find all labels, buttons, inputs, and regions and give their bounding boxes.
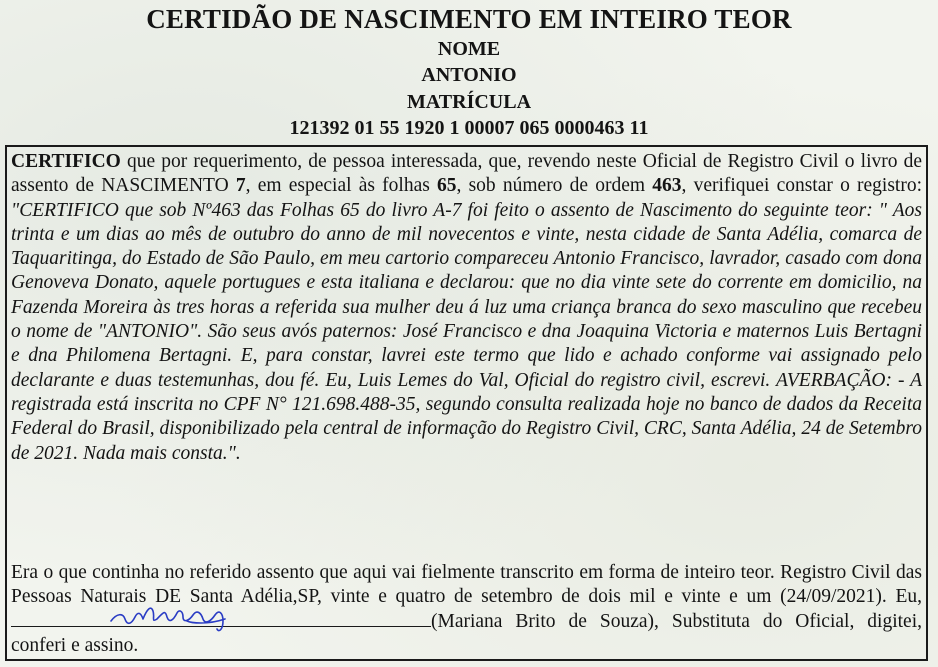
name-label: NOME [437, 38, 501, 60]
certificate-body-paragraph [11, 150, 922, 466]
name-value: ANTONIO [421, 64, 517, 86]
folio-number: 65 [437, 175, 457, 197]
document-title: CERTIDÃO DE NASCIMENTO EM INTEIRO TEOR [146, 4, 792, 34]
signer-text: (Mariana Brito de Souza), Substituta do Oficial, digitei, conferi e assino. [11, 611, 922, 656]
certifico-label: CERTIFICO [11, 151, 121, 172]
body-text-4: , verifiquei constar o registro: [681, 175, 922, 197]
registration-number: 121392 01 55 1920 1 00007 065 0000463 11 [289, 117, 649, 139]
order-number: 463 [652, 175, 682, 197]
body-text-2: , em especial às folhas [245, 175, 438, 197]
closing-text: Era o que continha no referido assento que aqui vai fielmente transcrito em forma de inteiro teor. Registro Civil das Pessoas Naturais DE Santa Adélia,SP, vinte e quatro de setembro de dois mil e vinte e um (24/09/2021). Eu, [11, 562, 922, 607]
body-text-1: que por requerimento, de pessoa interessada, que, revendo neste Oficial de Registro Civil o livro de assento de NASCIMENTO [11, 151, 922, 197]
body-text-3: , sob número de ordem [456, 175, 653, 197]
certificate-text-box [5, 145, 928, 661]
transcribed-record: "CERTIFICO que sob Nº463 das Folhas 65 do livro A-7 foi feito o assento de Nascimento do seguinte teor: " Aos trinta e um dias ao mês de outubro do anno de mil novecentos e vinte, nesta cidade de Santa Adélia, comarca de Taquaritinga, do Estado de São Paulo, em meu cartorio compareceu Antonio Francisco, lavrador, casado com dona Genoveva Donato, aquele portugues e esta italiana e declarou: que no dia vinte sete do corrente em domicilio, na Fazenda Moreira às tres horas a referida sua mulher deu á luz uma criança branca do sexo masculino que recebeu o nome de "ANTONIO". São seus avós paternos: José Francisco e dna Joaquina Victoria e maternos Luis Bertagni e dna Philomena Bertagni. E, para constar, lavrei este termo que lido e achado conforme vai assignado pelo declarante e duas testemunhas, dou fé. Eu, Luis Lemes do Val, Oficial do registro civil, escrevi. AVERBAÇÃO: - A registrada está inscrita no CPF N° 121.698.488-35, segundo consulta realizada hoje no banco de dados da Receita Federal do Brasil, disponibilizado pela central de informação do Registro Civil, CRC, Santa Adélia, 24 de Setembro de 2021. Nada mais consta.". [11, 199, 922, 464]
book-number: 7 [235, 175, 246, 197]
signature-area [11, 609, 431, 627]
handwritten-signature [107, 599, 257, 635]
registration-label: MATRÍCULA [406, 91, 532, 113]
closing-paragraph [11, 561, 922, 658]
